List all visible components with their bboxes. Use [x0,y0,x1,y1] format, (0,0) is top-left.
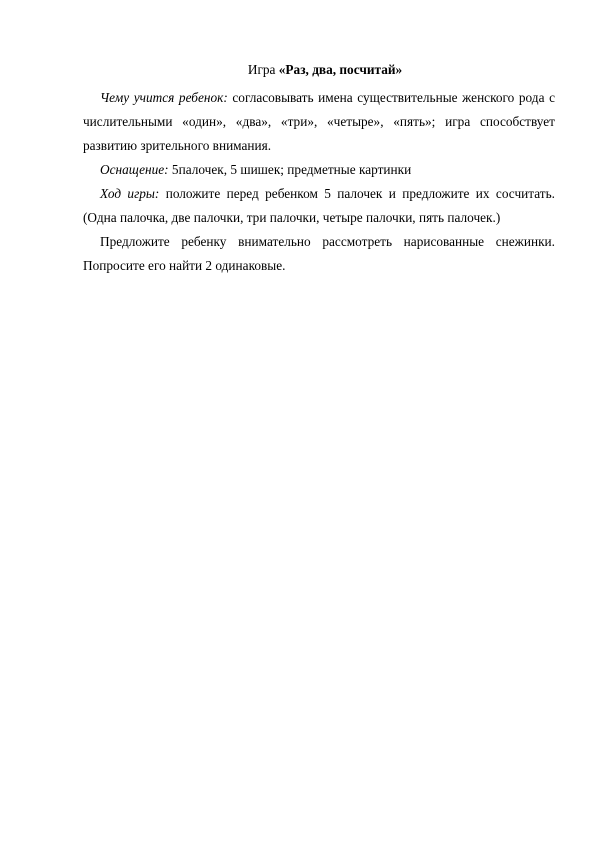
paragraph-equipment [83,158,555,182]
paragraph-text-equipment: 5палочек, 5 шишек; предметные картинки [168,162,412,177]
paragraph-learning-goals [83,86,555,158]
title-game-name: «Раз, два, посчитай» [278,62,403,77]
paragraph-lead-equipment: Оснащение: [100,162,169,177]
paragraph-game-procedure [83,182,555,230]
paragraph-text-snowflakes: Предложите ребенку внимательно рассмотреть нарисованные снежинки. Попросите его найти 2 одинаковые. [83,234,555,273]
title-prefix: Игра [247,62,279,77]
page-title [83,58,555,82]
paragraph-lead-procedure: Ход игры: [100,186,160,201]
paragraph-lead-learning: Чему учится ребенок: [100,90,228,105]
paragraph-text-learning: согласовывать имена существительные женского рода с числительными «один», «два», «три», «четыре», «пять»; игра способствует развитию зрительного внимания. [83,90,555,153]
document-body [83,58,555,278]
paragraph-snowflakes [83,230,555,278]
paragraph-text-procedure: положите перед ребенком 5 палочек и предложите их сосчитать. (Одна палочка, две палочки, три палочки, четыре палочки, пять палочек.) [83,186,555,225]
